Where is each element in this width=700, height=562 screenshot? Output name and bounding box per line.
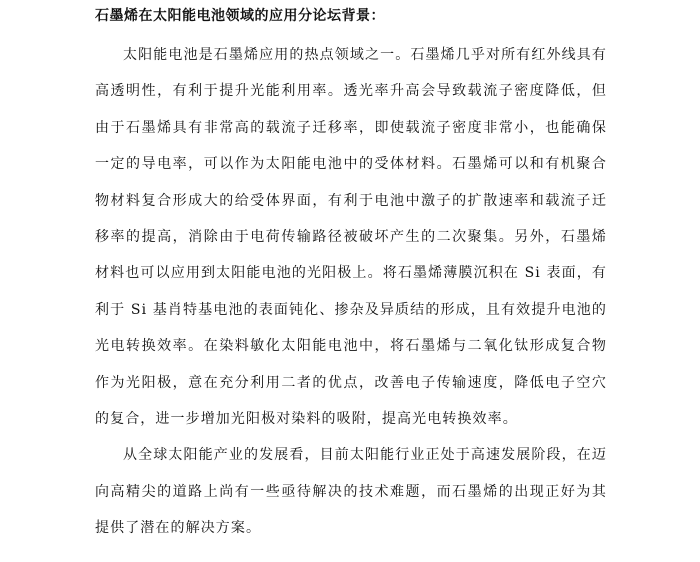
paragraph-2: 从全球太阳能产业的发展看，目前太阳能行业正处于高速发展阶段，在迈向高精尖的道路上尚有一些亟待解决的技术难题，而石墨烯的出现正好为其提供了潜在的解决方案。 [95,447,607,537]
paragraph-1: 太阳能电池是石墨烯应用的热点领域之一。石墨烯几乎对所有红外线具有高透明性，有利于提升光能利用率。透光率升高会导致载流子密度降低，但由于石墨烯具有非常高的载流子迁移率，即使载流子密度非常小，也能确保一定的导电率，可以作为太阳能电池中的受体材料。石墨烯可以和有机聚合物材料复合形成大的给受体界面，有利于电池中激子的扩散速率和载流子迁移率的提高，消除由于电荷传输路径被破坏产生的二次聚集。另外，石墨烯材料也可以应用到太阳能电池的光阳极上。将石墨烯薄膜沉积在 Si 表面，有利于 Si 基肖特基电池的表面钝化、掺杂及异质结的形成，且有效提升电池的光电转换效率。在染料敏化太阳能电池中，将石墨烯与二氧化钛形成复合物作为光阳极，意在充分利用二者的优点，改善电子传输速度，降低电子空穴的复合，进一步增加光阳极对染料的吸附，提高光电转换效率。 [95,47,607,428]
document-heading: 石墨烯在太阳能电池领域的应用分论坛背景： [95,8,385,24]
document-body [95,37,607,547]
